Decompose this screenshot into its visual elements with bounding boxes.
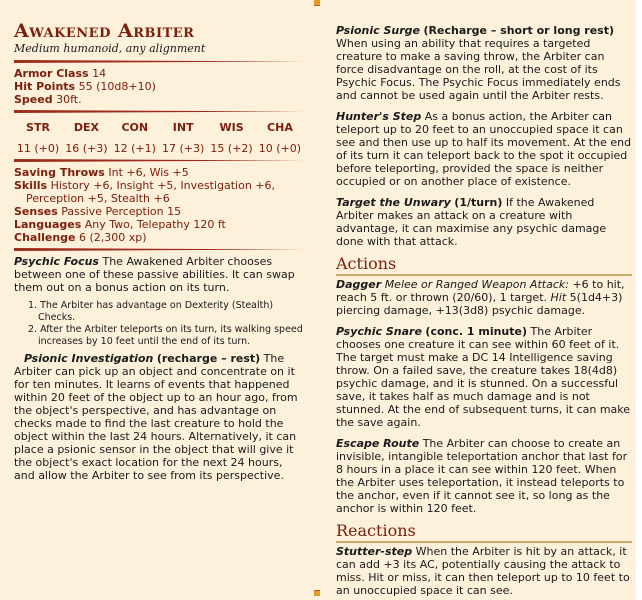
trait-psionic-surge: Psionic Surge (Recharge – short or long rest) When using an ability that requires a targeted creature to make a saving throw, the Arbiter can force disadvantage on the roll, at the cost of its Psychic Focus. The Psychic Focus immediately ends and cannot be used again until the Arbiter rests. [336,24,621,102]
trait-psionic-investigation: Psionic Investigation (recharge – rest) The Arbiter can pick up an object and concentrate on it for ten minutes. It learns of events that happened within 20 feet of the object up to an hour ago, from the object's perspective, and has advantage on checks made to find the last creature to hold the object within the last 24 hours. Alternatively, it can place a psionic sensor in the object that will give it the object's exact location for the next 24 hours, and allow the Arbiter to see from its perspective. [14,352,298,482]
hit-points: Hit Points 55 (10d8+10) [14,80,156,93]
languages: Languages Any Two, Telepathy 120 ft [14,218,226,231]
divider [14,248,304,251]
trait-psychic-focus: Psychic Focus The Awakened Arbiter chooses between one of these passive abilities. It can swap them out on a bonus action on its turn. [14,255,295,294]
divider [14,60,304,63]
speed: Speed 30ft. [14,93,82,106]
ability-int: INT 17 (+3) [162,121,205,155]
saving-throws: Saving Throws Int +6, Wis +5 [14,166,189,179]
ability-dex: DEX 16 (+3) [65,121,108,155]
monster-name: Awakened Arbiter [14,20,195,42]
ability-str: STR 11 (+0) [16,121,60,155]
action-escape-route: Escape Route The Arbiter can choose to create an invisible, intangible teleportation anchor that last for 8 hours in a place it can see within 120 feet. When the Arbiter uses teleportation, it instead teleports to the anchor, even if it cannot see it, so long as the anchor is within 120 feet. [336,437,628,515]
psychic-focus-list [14,300,304,348]
action-psychic-snare: Psychic Snare (conc. 1 minute) The Arbiter chooses one creature it can see within 60 feet of it. The target must make a DC 14 Intelligence saving throw. On a failed save, the creature takes 18(4d8) psychic damage, and it is stunned. On a successful save, it takes half as much damage and is not stunned. At the end of subsequent turns, it can make the save again. [336,325,631,429]
list-item: 2. After the Arbiter teleports on its turn, its walking speed increases by 10 feet until the end of its turn. [28,324,303,347]
actions-heading: Actions [336,254,632,276]
ability-con: CON 12 (+1) [113,121,156,155]
trait-hunters-step: Hunter's Step As a bonus action, the Arbiter can teleport up to 20 feet to an unoccupied space it can see and then use up to half its movement. At the end of its turn it can teleport back to the spot it occupied before teleporting, provided the space is neither occupied or on another place of existence. [336,110,632,188]
divider [14,159,304,162]
skills: Skills History +6, Insight +5, Investigation +6, [14,179,276,192]
reactions-heading: Reactions [336,521,632,543]
skills-cont: Perception +5, Stealth +6 [26,192,170,205]
ability-cha: CHA 10 (+0) [258,121,302,155]
list-item: 1. The Arbiter has advantage on Dexterity (Stealth) Checks. [28,300,274,323]
ability-wis: WIS 15 (+2) [210,121,253,155]
challenge: Challenge 6 (2,300 xp) [14,231,147,244]
divider [14,110,304,113]
ability-scores [14,121,304,155]
left-column [0,0,314,600]
armor-class: Armor Class 14 [14,67,107,80]
senses: Senses Passive Perception 15 [14,205,182,218]
trait-target-the-unwary: Target the Unwary (1/turn) If the Awakened Arbiter makes an attack on a creature with advantage, it can maximise any psychic damage done with that attack. [336,196,607,248]
monster-type: Medium humanoid, any alignment [14,42,206,55]
right-column [332,0,632,597]
action-dagger: Dagger Melee or Ranged Weapon Attack: +6 to hit, reach 5 ft. or thrown (20/60), 1 target. Hit 5(1d4+3) piercing damage, +13(3d8) psychic damage. [336,278,625,317]
reaction-stutter-step: Stutter-step When the Arbiter is hit by an attack, it can add +3 its AC, potentially causing the attack to miss. Hit or miss, it can then teleport up to 10 feet to an unoccupied space it can see. [336,545,630,597]
page-edge [636,0,642,600]
